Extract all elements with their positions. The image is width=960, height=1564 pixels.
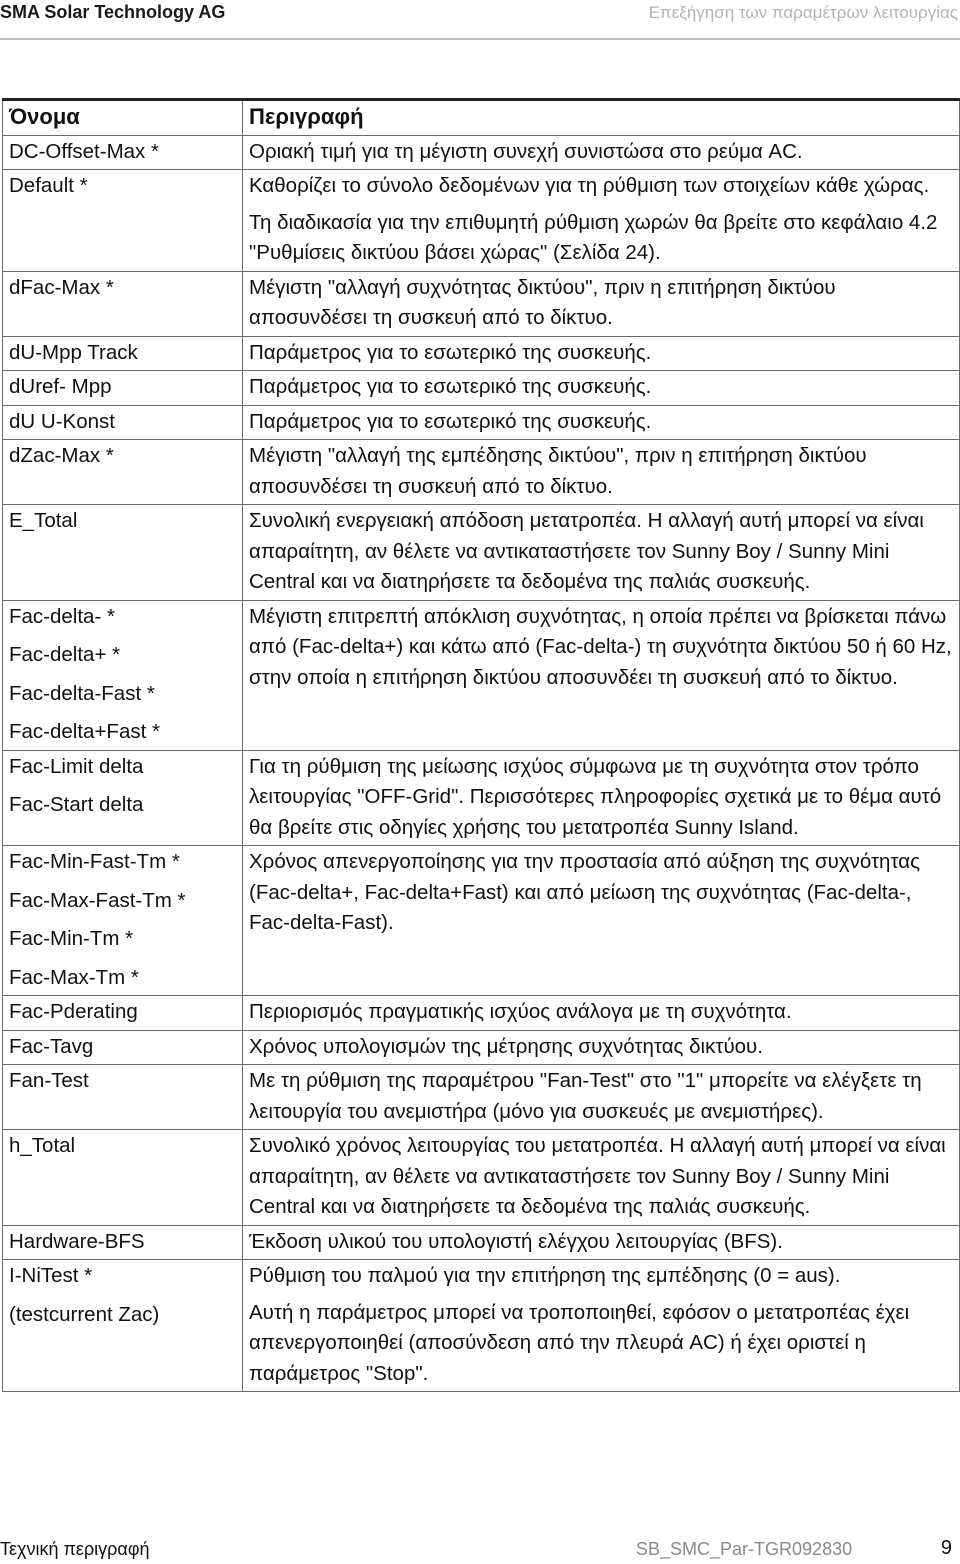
parameter-name: DC-Offset-Max *: [9, 139, 159, 163]
table-row: [3, 271, 960, 336]
parameter-name-cell: [3, 1030, 243, 1065]
table-row: [3, 846, 960, 996]
parameter-description: Ρύθμιση του παλμού για την επιτήρηση της εμπέδησης (0 = aus).: [249, 1264, 841, 1287]
parameter-description: Μέγιστη επιτρεπτή απόκλιση συχνότητας, η οποία πρέπει να βρίσκεται πάνω από (Fac-delta+) και κάτω από (Fac-delta-) τη συχνότητα δικτύου 50 ή 60 Hz, στην οποία η επιτήρηση δικτύου αποσυνδέει τη συσκευή από το δίκτυο.: [249, 604, 952, 689]
parameter-description: Χρόνος απενεργοποίησης για την προστασία από αύξηση της συχνότητας (Fac-delta+, Fac-delta+Fast) και από μείωση της συχνότητας (Fac-delta-, Fac-delta-Fast).: [249, 850, 920, 934]
parameter-description-cell: [243, 135, 960, 170]
header-company: SMA Solar Technology AG: [0, 2, 226, 22]
parameter-description-cell: [243, 405, 960, 440]
footer-doc-type: Τεχνική περιγραφή: [0, 1539, 150, 1559]
parameter-description-cell: [243, 1225, 960, 1260]
parameter-name-cell: [3, 1225, 243, 1260]
parameter-name-cell: [3, 135, 243, 170]
parameter-description: Παράμετρος για το εσωτερικό της συσκευής.: [249, 409, 652, 433]
parameter-name: h_Total: [9, 1134, 76, 1157]
parameter-description: Μέγιστη "αλλαγή της εμπέδησης δικτύου", πριν η επιτήρηση δικτύου αποσυνδέσει τη συσκευή από το δίκτυο.: [249, 444, 867, 498]
parameter-description: Συνολικό χρόνος λειτουργίας του μετατροπέα. Η αλλαγή αυτή μπορεί να είναι απαραίτητη, αν θέλετε να αντικαταστήσετε τον Sunny Boy / Sunny Mini Central και να διατηρήσετε τα δεδομένα της παλιάς συσκευής.: [249, 1134, 946, 1218]
table-body: [3, 135, 960, 1392]
parameter-name: dU-Mpp Track: [9, 340, 138, 364]
parameter-name-cell: [3, 371, 243, 406]
table-row: [3, 750, 960, 846]
parameter-name-cell: [3, 600, 243, 750]
parameter-description-cell: [243, 1260, 960, 1392]
parameter-name: dU U-Konst: [9, 409, 115, 433]
parameter-name: Fac-Start delta: [9, 793, 144, 816]
header-section-title: Επεξήγηση των παραμέτρων λειτουργίας: [648, 3, 958, 22]
parameter-name: Fac-Pderating: [9, 1000, 138, 1023]
parameter-name-cell: [3, 271, 243, 336]
parameter-description: Έκδοση υλικού του υπολογιστή ελέγχου λειτουργίας (BFS).: [249, 1229, 783, 1253]
parameter-name-cell: [3, 1065, 243, 1130]
parameter-name-cell: [3, 505, 243, 601]
parameter-name: Fac-Limit delta: [9, 754, 144, 778]
parameter-name: E_Total: [9, 509, 78, 532]
parameter-description-cell: [243, 371, 960, 406]
table-row: [3, 336, 960, 371]
parameter-name: Fac-Max-Fast-Tm *: [9, 888, 186, 912]
parameter-description: Με τη ρύθμιση της παραμέτρου "Fan-Test" στο "1" μπορείτε να ελέγξετε τη λειτουργία του ανεμιστήρα (μόνο για συσκευές με ανεμιστήρες).: [249, 1069, 922, 1123]
parameter-description-cell: [243, 1130, 960, 1226]
parameter-description-cell: [243, 750, 960, 846]
parameter-name-cell: [3, 440, 243, 505]
table-row: [3, 1130, 960, 1226]
parameter-description-cell: [243, 1065, 960, 1130]
header-rule: [0, 38, 960, 40]
parameter-description: Καθορίζει το σύνολο δεδομένων για τη ρύθμιση των στοιχείων κάθε χώρας.: [249, 174, 930, 197]
table-row: [3, 1260, 960, 1392]
parameter-name: (testcurrent Zac): [9, 1302, 160, 1326]
parameter-name-cell: [3, 846, 243, 996]
parameter-name: dUref- Mpp: [9, 375, 112, 398]
table-row: [3, 440, 960, 505]
parameter-name: dZac-Max *: [9, 444, 114, 467]
table-header-row: [3, 100, 960, 136]
parameter-description-cell: [243, 271, 960, 336]
column-header-name: Όνομα: [3, 100, 243, 136]
column-header-description: Περιγραφή: [243, 100, 960, 136]
parameter-description: Μέγιστη "αλλαγή συχνότητας δικτύου", πριν η επιτήρηση δικτύου αποσυνδέσει τη συσκευή από το δίκτυο.: [249, 275, 836, 329]
parameter-name: Fac-delta-Fast *: [9, 681, 155, 705]
parameter-name: Fac-delta+ *: [9, 643, 121, 666]
table-row: [3, 505, 960, 601]
parameter-description-cell: [243, 1030, 960, 1065]
parameter-name-cell: [3, 750, 243, 846]
parameter-name-cell: [3, 170, 243, 272]
parameter-description-cell: [243, 170, 960, 272]
parameter-name: Fac-Min-Fast-Tm *: [9, 850, 180, 873]
parameter-name-cell: [3, 336, 243, 371]
parameter-description: Παράμετρος για το εσωτερικό της συσκευής.: [249, 340, 652, 364]
parameter-name: Fac-Tavg: [9, 1034, 94, 1058]
footer-doc-id: SB_SMC_Par-TGR092830: [636, 1539, 853, 1559]
parameter-name-cell: [3, 1260, 243, 1392]
table-row: [3, 1065, 960, 1130]
table-row: [3, 996, 960, 1031]
parameter-description: Οριακή τιμή για τη μέγιστη συνεχή συνιστώσα στο ρεύμα AC.: [249, 139, 803, 163]
table-row: [3, 135, 960, 170]
table-row: [3, 1030, 960, 1065]
parameter-description: Τη διαδικασία για την επιθυμητή ρύθμιση χωρών θα βρείτε στο κεφάλαιο 4.2 "Ρυθμίσεις δικτύου βάσει χώρας" (Σελίδα 24).: [249, 210, 938, 264]
table-row: [3, 405, 960, 440]
parameter-name: Fac-Max-Tm *: [9, 965, 139, 989]
parameter-description-cell: [243, 600, 960, 750]
parameter-description: Περιορισμός πραγματικής ισχύος ανάλογα με τη συχνότητα.: [249, 1000, 792, 1023]
table-row: [3, 371, 960, 406]
parameter-table: [2, 98, 960, 1392]
parameter-description: Αυτή η παράμετρος μπορεί να τροποποιηθεί, εφόσον ο μετατροπέας έχει απενεργοποιηθεί (αποσύνδεση από την πλευρά AC) ή έχει οριστεί η παράμετρος "Stop".: [249, 1300, 910, 1385]
parameter-name: Default *: [9, 174, 88, 197]
table-row: [3, 600, 960, 750]
table-row: [3, 170, 960, 272]
parameter-description-cell: [243, 440, 960, 505]
page-number: 9: [940, 1537, 952, 1559]
table-row: [3, 1225, 960, 1260]
parameter-description-cell: [243, 846, 960, 996]
parameter-name: dFac-Max *: [9, 275, 114, 299]
parameter-description: Χρόνος υπολογισμών της μέτρησης συχνότητας δικτύου.: [249, 1034, 763, 1058]
parameter-name: Fac-delta+Fast *: [9, 720, 160, 743]
parameter-name: I-NiTest *: [9, 1264, 93, 1287]
parameter-name: Fac-delta- *: [9, 604, 115, 628]
parameter-name: Fan-Test: [9, 1069, 89, 1092]
parameter-name: Hardware-BFS: [9, 1229, 145, 1253]
parameter-name: Fac-Min-Tm *: [9, 927, 134, 950]
parameter-description-cell: [243, 996, 960, 1031]
parameter-description-cell: [243, 336, 960, 371]
parameter-description-cell: [243, 505, 960, 601]
parameter-description: Για τη ρύθμιση της μείωσης ισχύος σύμφωνα με τη συχνότητα στον τρόπο λειτουργίας "OFF-Grid". Περισσότερες πληροφορίες σχετικά με το θέμα αυτό θα βρείτε στις οδηγίες χρήσης του μετατροπέα Sunny Island.: [249, 754, 942, 839]
parameter-name-cell: [3, 1130, 243, 1226]
parameter-name-cell: [3, 405, 243, 440]
parameter-description: Παράμετρος για το εσωτερικό της συσκευής.: [249, 375, 652, 398]
parameter-description: Συνολική ενεργειακή απόδοση μετατροπέα. Η αλλαγή αυτή μπορεί να είναι απαραίτητη, αν θέλετε να αντικαταστήσετε τον Sunny Boy / Sunny Mini Central και να διατηρήσετε τα δεδομένα της παλιάς συσκευής.: [249, 509, 924, 593]
parameter-name-cell: [3, 996, 243, 1031]
